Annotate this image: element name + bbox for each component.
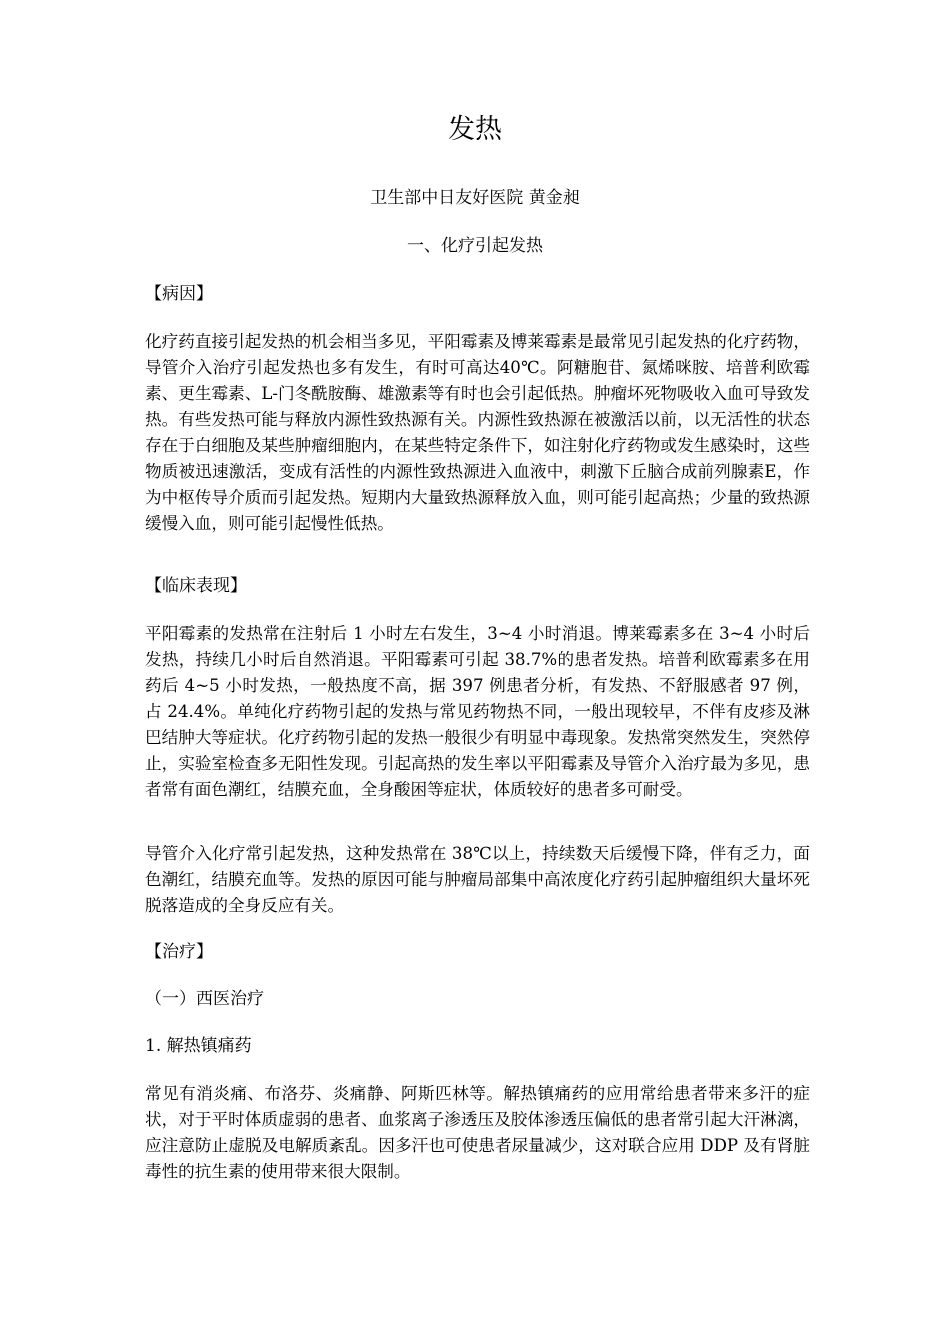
etiology-paragraph: 化疗药直接引起发热的机会相当多见，平阳霉素及博莱霉素是最常见引起发热的化疗药物，导管介入治疗引起发热也多有发生，有时可高达40℃。阿糖胞苷、氮烯咪胺、培普利欧霉素、更生霉素、L-门冬酰胺酶、雄激素等有时也会引起低热。肿瘤坏死物吸收入血可导致发热。有些发热可能与释放内源性致热源有关。内源性致热源在被激活以前，以无活性的状态存在于白细胞及某些肿瘤细胞内，在某些特定条件下，如注射化疗药物或发生感染时，这些物质被迅速激活，变成有活性的内源性致热源进入血液中，刺激下丘脑合成前列腺素E，作为中枢传导介质而引起发热。短期内大量致热源释放入血，则可能引起高热；少量的致热源缓慢入血，则可能引起慢性低热。 [145, 332, 810, 533]
document-title: 发热 [448, 114, 502, 145]
treatment-heading: 【治疗】 [145, 942, 213, 962]
author-line: 卫生部中日友好医院 黄金昶 [370, 188, 580, 208]
item1-heading: 1. 解热镇痛药 [145, 1036, 252, 1056]
section-title: 一、化疗引起发热 [407, 236, 543, 256]
item1-paragraph: 常见有消炎痛、布洛芬、炎痛静、阿斯匹林等。解热镇痛药的应用常给患者带来多汗的症状，对于平时体质虚弱的患者、血浆离子渗透压及胶体渗透压偏低的患者常引起大汗淋漓，应注意防止虚脱及电解质紊乱。因多汗也可使患者尿量减少，这对联合应用 DDP 及有肾脏毒性的抗生素的使用带来很大限制。 [145, 1084, 810, 1181]
clinical-heading: 【临床表现】 [145, 576, 247, 596]
treatment-subheading: （一）西医治疗 [145, 989, 264, 1009]
clinical-paragraph-1: 平阳霉素的发热常在注射后 1 小时左右发生，3~4 小时消退。博莱霉素多在 3~4 小时后发热，持续几小时后自然消退。平阳霉素可引起 38.7%的患者发热。培普利欧霉素多在用药后 4~5 小时发热，一般热度不高，据 397 例患者分析，有发热、不舒服感者 97 例，占 24.4%。单纯化疗药物引起的发热与常见药物热不同，一般出现较早，不伴有皮疹及淋巴结肿大等症状。化疗药物引起的发热一般很少有明显中毒现象。发热常突然发生，突然停止，实验室检查多无阳性发现。引起高热的发生率以平阳霉素及导管介入治疗最为多见，患者常有面色潮红，结膜充血，全身酸困等症状，体质较好的患者多可耐受。 [145, 624, 810, 799]
clinical-paragraph-2: 导管介入化疗常引起发热，这种发热常在 38℃以上，持续数天后缓慢下降，伴有乏力，面色潮红，结膜充血等。发热的原因可能与肿瘤局部集中高浓度化疗药引起肿瘤组织大量坏死脱落造成的全身反应有关。 [145, 844, 810, 915]
etiology-heading: 【病因】 [145, 284, 213, 304]
